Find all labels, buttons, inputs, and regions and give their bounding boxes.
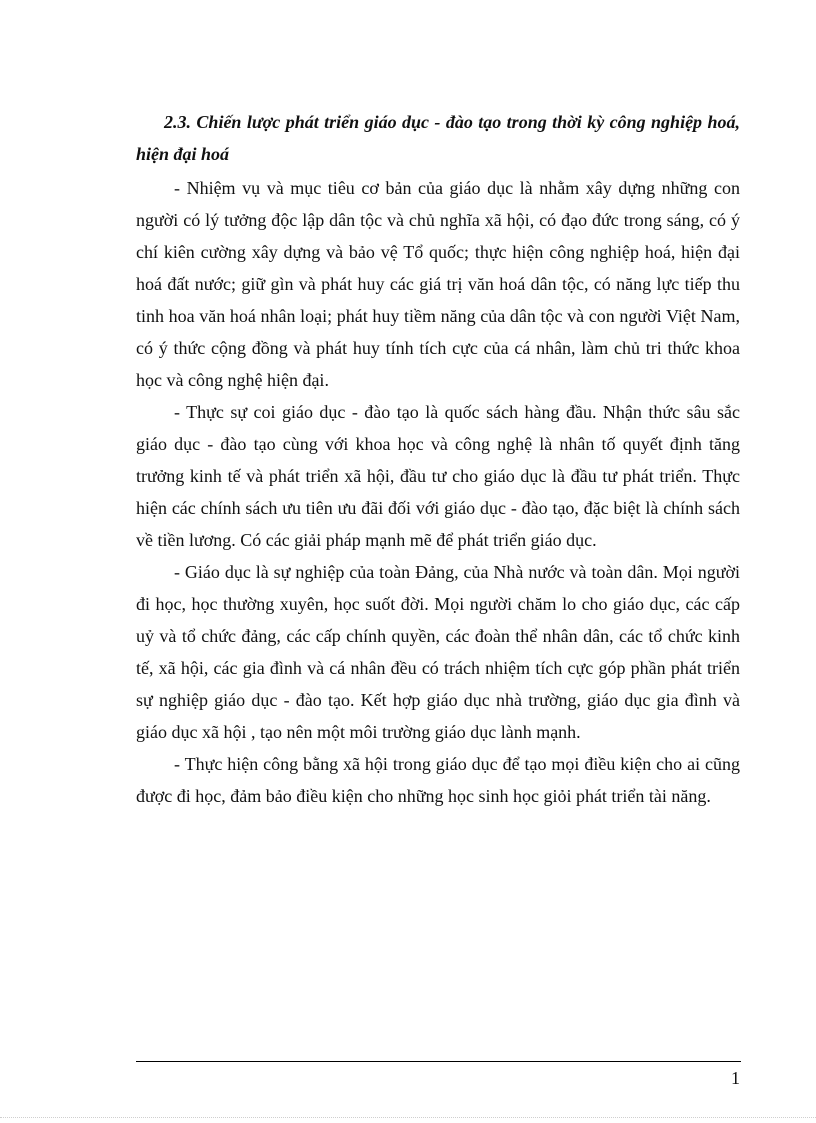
page-content [136,106,740,812]
paragraph-4: - Thực hiện công bằng xã hội trong giáo dục để tạo mọi điều kiện cho ai cũng được đi học, đảm bảo điều kiện cho những học sinh học giỏi phát triển tài năng. [136,754,740,806]
paragraph-2: - Thực sự coi giáo dục - đào tạo là quốc sách hàng đầu. Nhận thức sâu sắc giáo dục - đào tạo cùng với khoa học và công nghệ là nhân tố quyết định tăng trưởng kinh tế và phát triển xã hội, đầu tư cho giáo dục là đầu tư phát triển. Thực hiện các chính sách ưu tiên ưu đãi đối với giáo dục - đào tạo, đặc biệt là chính sách về tiền lương. Có các giải pháp mạnh mẽ để phát triển giáo dục. [136,402,740,550]
page-number: 1 [731,1068,740,1088]
page-bottom-edge [0,1117,816,1118]
footer-divider [136,1061,741,1062]
section-heading: 2.3. Chiến lược phát triển giáo dục - đào tạo trong thời kỳ công nghiệp hoá, hiện đại hoá [136,112,740,164]
paragraph-1: - Nhiệm vụ và mục tiêu cơ bản của giáo dục là nhằm xây dựng những con người có lý tưởng độc lập dân tộc và chủ nghĩa xã hội, có đạo đức trong sáng, có ý chí kiên cường xây dựng và bảo vệ Tổ quốc; thực hiện công nghiệp hoá, hiện đại hoá đất nước; giữ gìn và phát huy các giá trị văn hoá dân tộc, có năng lực tiếp thu tinh hoa văn hoá nhân loại; phát huy tiềm năng của dân tộc và con người Việt Nam, có ý thức cộng đồng và phát huy tính tích cực của cá nhân, làm chủ tri thức khoa học và công nghệ hiện đại. [136,178,740,390]
paragraph-3: - Giáo dục là sự nghiệp của toàn Đảng, của Nhà nước và toàn dân. Mọi người đi học, học thường xuyên, học suốt đời. Mọi người chăm lo cho giáo dục, các cấp uỷ và tổ chức đảng, các cấp chính quyền, các đoàn thể nhân dân, các tổ chức kinh tế, xã hội, các gia đình và cá nhân đều có trách nhiệm tích cực góp phần phát triển sự nghiệp giáo dục - đào tạo. Kết hợp giáo dục nhà trường, giáo dục gia đình và giáo dục xã hội , tạo nên một môi trường giáo dục lành mạnh. [136,562,740,742]
